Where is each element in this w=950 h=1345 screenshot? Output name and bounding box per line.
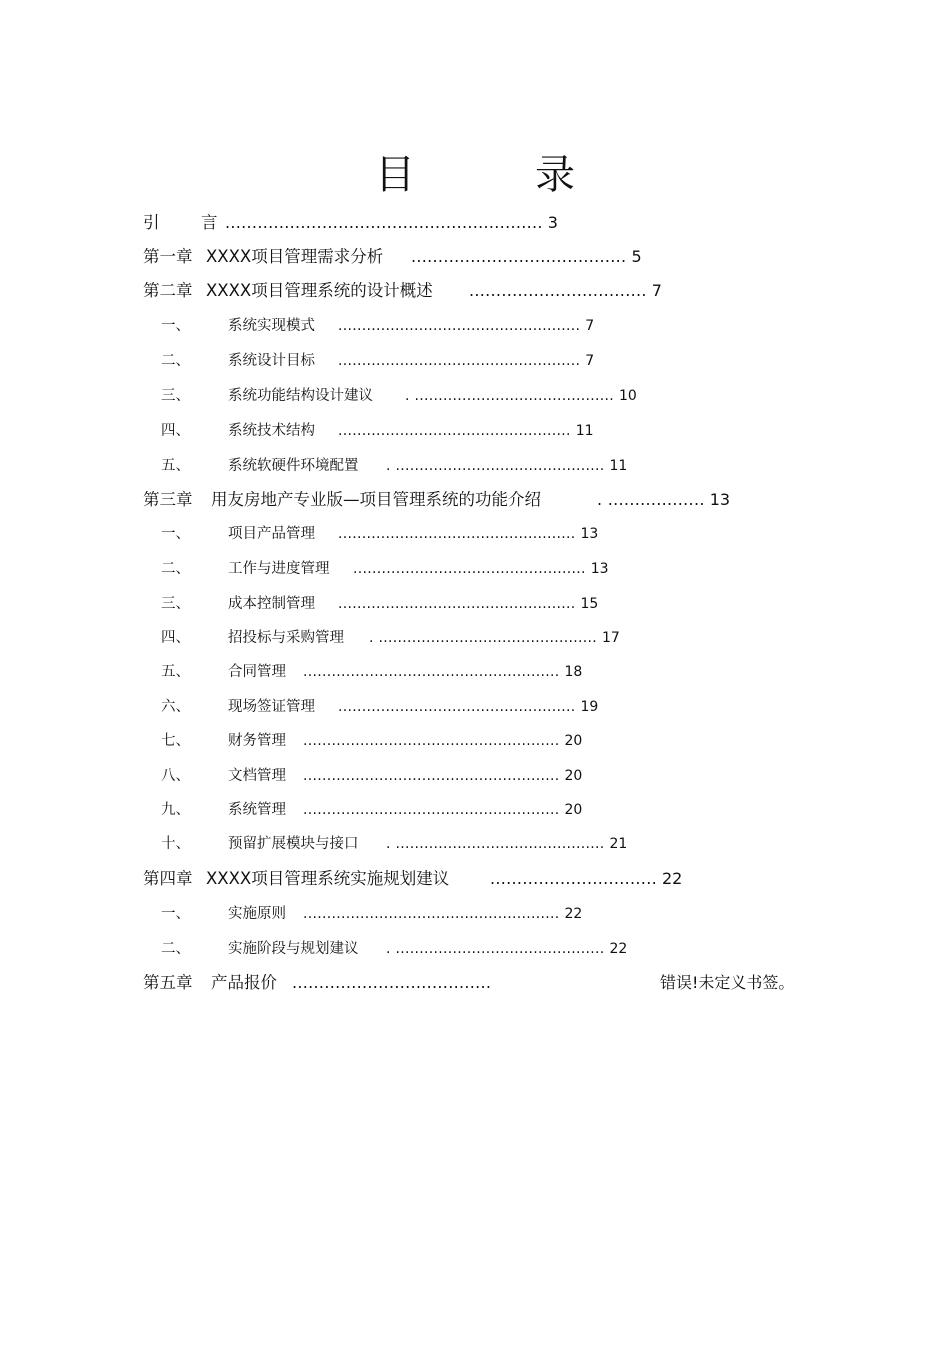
toc-entry-leader: ...................................................... — [303, 802, 560, 818]
toc-entry-title: XXXX项目管理系统实施规划建议 — [206, 869, 450, 888]
toc-entry-leader: ...................................................... — [303, 906, 560, 922]
toc-entry-number: 第二章 — [143, 281, 193, 300]
toc-entry-page: 18 — [564, 664, 583, 680]
toc-entry-page: 7 — [585, 318, 595, 334]
toc-entry-title: 工作与进度管理 — [228, 561, 330, 577]
toc-entry-number: 一、 — [161, 318, 190, 334]
toc-entry-page: 22 — [609, 941, 628, 957]
toc-entry-leader: . ............................................ — [386, 458, 605, 474]
toc-entry-page: 20 — [564, 802, 583, 818]
toc-entry-leader: . ............................................ — [386, 836, 605, 852]
toc-entry-number: 三、 — [161, 388, 190, 404]
toc-entry-number: 第五章 — [143, 973, 193, 992]
toc-entry-leader: ........................................................... — [225, 213, 543, 232]
toc-entry-page: 13 — [580, 526, 599, 542]
toc-entry-leader: ........................................ — [411, 247, 627, 266]
toc-entry-page: 22 — [661, 869, 683, 888]
toc-entry-title: 系统实现模式 — [228, 318, 315, 334]
toc-entry-error: 错误!未定义书签。 — [660, 973, 795, 992]
toc-entry-number: 九、 — [161, 802, 190, 818]
toc-entry-leader: ................................................... — [338, 318, 581, 334]
toc-entry-number: 四、 — [161, 423, 190, 439]
toc-entry-leader: ...................................................... — [303, 768, 560, 784]
toc-entry-number: 第一章 — [143, 247, 193, 266]
toc-entry-title: 财务管理 — [228, 733, 286, 749]
toc-entry-number: 三、 — [161, 596, 190, 612]
toc-entry-title: 招投标与采购管理 — [228, 630, 344, 646]
toc-entry-leader: . .............................................. — [369, 630, 598, 646]
toc-entry-page: 5 — [631, 247, 642, 266]
toc-entry-page: 3 — [547, 213, 558, 232]
toc-entry-title: 系统设计目标 — [228, 353, 315, 369]
toc-entry-page: 11 — [609, 458, 628, 474]
toc-entry-title: 实施阶段与规划建议 — [228, 941, 359, 957]
toc-entry-leader: ................................. — [469, 281, 647, 300]
toc-entry-title: 合同管理 — [228, 664, 286, 680]
toc-entry-title: XXXX项目管理系统的设计概述 — [206, 281, 433, 300]
toc-entry-title: 成本控制管理 — [228, 596, 315, 612]
toc-entry-number-part: 言 — [201, 213, 218, 232]
toc-entry-page: 7 — [585, 353, 595, 369]
toc-entry-number: 一、 — [161, 906, 190, 922]
toc-entry-page: 15 — [580, 596, 599, 612]
toc-entry-title: 系统功能结构设计建议 — [228, 388, 373, 404]
toc-entry-leader: ...................................................... — [303, 733, 560, 749]
toc-entry-number: 十、 — [161, 836, 190, 852]
toc-entry-title: 实施原则 — [228, 906, 286, 922]
toc-entry-title: 产品报价 — [211, 973, 277, 992]
toc-title: 目 录 — [375, 152, 615, 198]
toc-entry-title: 文档管理 — [228, 768, 286, 784]
toc-entry-title: XXXX项目管理需求分析 — [206, 247, 384, 266]
toc-entry-number: 四、 — [161, 630, 190, 646]
toc-entry-number: 第三章 — [143, 490, 193, 509]
toc-entry-page: 22 — [564, 906, 583, 922]
toc-entry-number: 一、 — [161, 526, 190, 542]
toc-entry-leader: ................................................... — [338, 353, 581, 369]
toc-entry-number: 第四章 — [143, 869, 193, 888]
toc-entry-title: 预留扩展模块与接口 — [228, 836, 359, 852]
toc-entry-number: 二、 — [161, 941, 190, 957]
toc-entry-page: 21 — [609, 836, 628, 852]
toc-entry-title: 项目产品管理 — [228, 526, 315, 542]
toc-entry-leader: ............................... — [490, 869, 657, 888]
toc-entry-page: 20 — [564, 768, 583, 784]
toc-entry-leader: .................................................. — [338, 596, 576, 612]
toc-entry-page: 20 — [564, 733, 583, 749]
toc-entry-leader: ................................................. — [338, 423, 571, 439]
toc-entry-page: 13 — [590, 561, 609, 577]
toc-entry-number: 二、 — [161, 353, 190, 369]
toc-entry-number: 七、 — [161, 733, 190, 749]
toc-entry-leader: . .................. — [597, 490, 705, 509]
toc-entry-title: 用友房地产专业版—项目管理系统的功能介绍 — [211, 490, 541, 509]
toc-entry-number: 五、 — [161, 458, 190, 474]
toc-entry-number: 二、 — [161, 561, 190, 577]
toc-entry-leader: .................................................. — [338, 526, 576, 542]
toc-entry-leader: .................................................. — [338, 699, 576, 715]
toc-entry-number: 六、 — [161, 699, 190, 715]
toc-entry-number: 五、 — [161, 664, 190, 680]
toc-entry-title: 系统管理 — [228, 802, 286, 818]
toc-entry-page: 10 — [619, 388, 637, 404]
toc-entry-number: 八、 — [161, 768, 190, 784]
toc-entry-title: 系统软硬件环境配置 — [228, 458, 359, 474]
toc-entry-page: 7 — [651, 281, 662, 300]
toc-entry-leader: . .......................................... — [405, 388, 615, 404]
toc-entry-title: 现场签证管理 — [228, 699, 315, 715]
toc-entry-title: 系统技术结构 — [228, 423, 315, 439]
toc-entry-leader: ................................................. — [353, 561, 586, 577]
toc-entry-leader: ...................................................... — [303, 664, 560, 680]
toc-entry-page: 13 — [709, 490, 731, 509]
toc-entry-leader: . ............................................ — [386, 941, 605, 957]
toc-entry-number: 引 — [143, 213, 160, 232]
toc-entry-page: 19 — [580, 699, 599, 715]
toc-entry-leader: ..................................... — [292, 973, 492, 992]
toc-entry-page: 11 — [575, 423, 594, 439]
toc-entry-page: 17 — [602, 630, 620, 646]
